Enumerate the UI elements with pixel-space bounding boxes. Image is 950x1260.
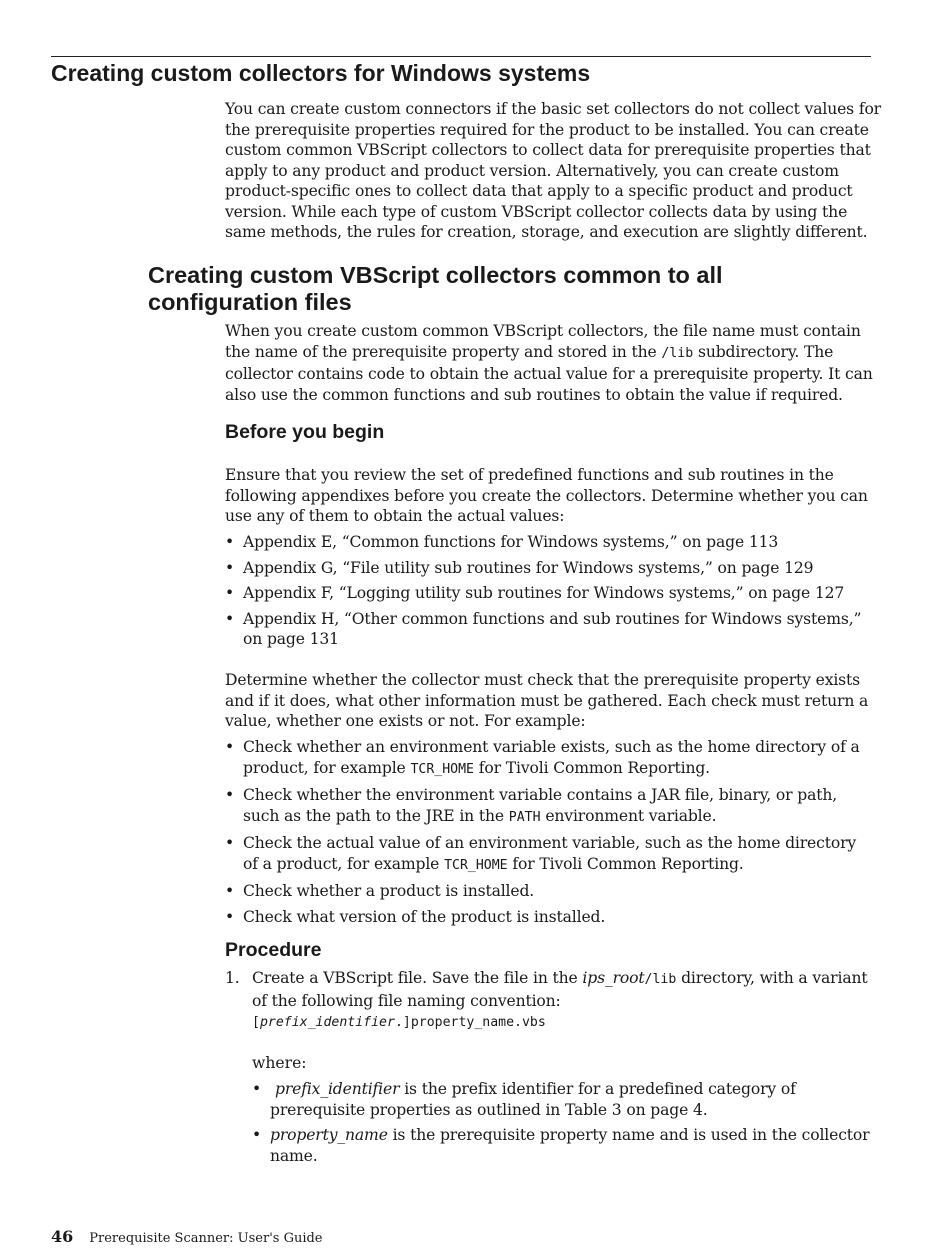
appendix-link[interactable]: Appendix F, “Logging utility sub routines for Windows systems,” on page 127 (243, 584, 845, 602)
bullet-icon: • (225, 533, 235, 551)
bullet-icon: • (225, 882, 235, 900)
text-run: for Tivoli Common Reporting. (507, 854, 744, 873)
text-line: You can create custom connectors if the basic set collectors do not collect values for (225, 100, 881, 118)
book-title: Prerequisite Scanner: User's Guide (89, 1231, 323, 1246)
text-run: is the prefix identifier for a predefined category of (399, 1080, 796, 1098)
appendix-link[interactable]: Appendix H, “Other common functions and sub routines for Windows systems,” (243, 609, 862, 628)
list-item (225, 532, 875, 553)
code-lib-dir: /lib (644, 972, 677, 987)
text-line (243, 854, 875, 877)
appendix-link-cont[interactable]: on page 131 (243, 630, 339, 648)
list-item (225, 881, 875, 902)
code-prefix-identifier: prefix_identifier (259, 1015, 395, 1030)
bullet-icon: • (252, 1080, 262, 1098)
procedure-heading: Procedure (225, 939, 322, 961)
list-item (252, 1125, 872, 1166)
text-line: apply to any product and product version. Alternatively, you can create custom (225, 161, 839, 180)
text-run: directory, with a variant (676, 969, 868, 987)
intro-paragraph (225, 99, 881, 243)
list-item (225, 833, 875, 876)
page-number: 46 (51, 1227, 74, 1246)
text-line: the prerequisite properties required for the product to be installed. You can create (225, 120, 869, 139)
list-item (225, 583, 875, 604)
text-line (252, 968, 872, 991)
ips-root-var: ips_root (582, 969, 645, 987)
text-line: value, whether one exists or not. For example: (225, 712, 586, 730)
text-line: Check whether a product is installed. (243, 882, 535, 900)
bullet-icon: • (225, 834, 235, 852)
appendix-link[interactable]: Appendix E, “Common functions for Windows systems,” on page 113 (243, 533, 779, 551)
bullet-icon: • (252, 1126, 262, 1144)
text-line: use any of them to obtain the actual values: (225, 507, 565, 525)
list-item (225, 907, 875, 928)
list-item (225, 609, 875, 650)
top-rule (51, 56, 871, 57)
text-line: and if it does, what other information must be gathered. Each check must return a (225, 691, 869, 710)
text-line: When you create custom common VBScript collectors, the file name must contain (225, 322, 861, 340)
text-line: collector contains code to obtain the actual value for a prerequisite property. It can (225, 365, 873, 383)
text-line: following appendixes before you create the collectors. Determine whether you can (225, 486, 868, 505)
bullet-icon: • (225, 558, 235, 577)
text-run: the name of the prerequisite property and stored in the (225, 342, 662, 361)
text-line: same methods, the rules for creation, storage, and execution are slightly different. (225, 223, 868, 241)
list-item (225, 785, 875, 828)
naming-definitions (252, 1079, 872, 1166)
determine-paragraph (225, 670, 873, 732)
text-run: for Tivoli Common Reporting. (473, 758, 710, 777)
before-you-begin-heading: Before you begin (225, 421, 385, 443)
text-line: Check what version of the product is installed. (243, 907, 606, 926)
text-line: Ensure that you review the set of predefined functions and sub routines in the (225, 466, 834, 484)
list-item (225, 737, 875, 780)
bullet-icon: • (225, 738, 235, 756)
text-line: custom common VBScript collectors to collect data for prerequisite properties that (225, 141, 871, 159)
bullet-icon: • (225, 584, 235, 602)
text-run: product, for example (243, 758, 411, 777)
text-line (270, 1079, 872, 1100)
appendix-link[interactable]: Appendix G, “File utility sub routines for Windows systems,” on page 129 (243, 558, 814, 577)
text-run: subdirectory. The (693, 342, 834, 361)
bullet-icon: • (225, 609, 235, 628)
text-line: of the following file naming convention: (252, 991, 561, 1010)
file-naming-convention (252, 1015, 546, 1030)
subsection-paragraph (225, 321, 873, 405)
text-line: product-specific ones to collect data that apply to a specific product and product (225, 182, 853, 200)
text-line: Determine whether the collector must check that the prerequisite property exists (225, 671, 860, 689)
text-run: Create a VBScript file. Save the file in the (252, 969, 583, 987)
code-run: .]property_name.vbs (394, 1015, 546, 1030)
check-list (225, 737, 875, 927)
bullet-icon: • (225, 907, 235, 926)
page-footer (51, 1227, 323, 1246)
term-property-name: property_name (270, 1126, 388, 1144)
term-prefix-identifier: prefix_identifier (275, 1080, 400, 1098)
text-run: such as the path to the JRE in the (243, 806, 509, 825)
list-item (225, 558, 875, 579)
step-body (252, 968, 872, 1011)
text-line (243, 806, 875, 829)
where-label: where: (252, 1054, 307, 1072)
text-line: prerequisite properties as outlined in Table 3 on page 4. (270, 1100, 708, 1119)
code-path: PATH (508, 809, 541, 825)
step-number: 1. (225, 969, 240, 987)
text-line (270, 1125, 872, 1146)
text-line: also use the common functions and sub routines to obtain the value if required. (225, 385, 843, 404)
text-line (225, 342, 873, 365)
text-line: version. While each type of custom VBScript collector collects data by using the (225, 202, 848, 221)
before-paragraph (225, 465, 873, 527)
code-lib-dir: /lib (661, 345, 694, 361)
text-run: is the prerequisite property name and is used in the collector (387, 1126, 870, 1144)
bullet-icon: • (225, 786, 235, 804)
text-line: Check the actual value of an environment variable, such as the home directory (243, 834, 857, 852)
code-run: [ (252, 1015, 260, 1030)
list-item (252, 1079, 872, 1120)
appendix-list (225, 532, 875, 650)
code-tcr-home: TCR_HOME (410, 761, 474, 777)
text-line (243, 758, 875, 781)
text-line: name. (270, 1146, 318, 1165)
text-line: Check whether the environment variable contains a JAR file, binary, or path, (243, 786, 838, 804)
subsection-title: Creating custom VBScript collectors common to all configuration files (148, 262, 723, 315)
section-title: Creating custom collectors for Windows systems (51, 60, 591, 86)
text-run: environment variable. (540, 806, 717, 825)
text-line: Check whether an environment variable exists, such as the home directory of a (243, 738, 860, 756)
text-run: of a product, for example (243, 854, 445, 873)
code-tcr-home: TCR_HOME (444, 857, 508, 873)
